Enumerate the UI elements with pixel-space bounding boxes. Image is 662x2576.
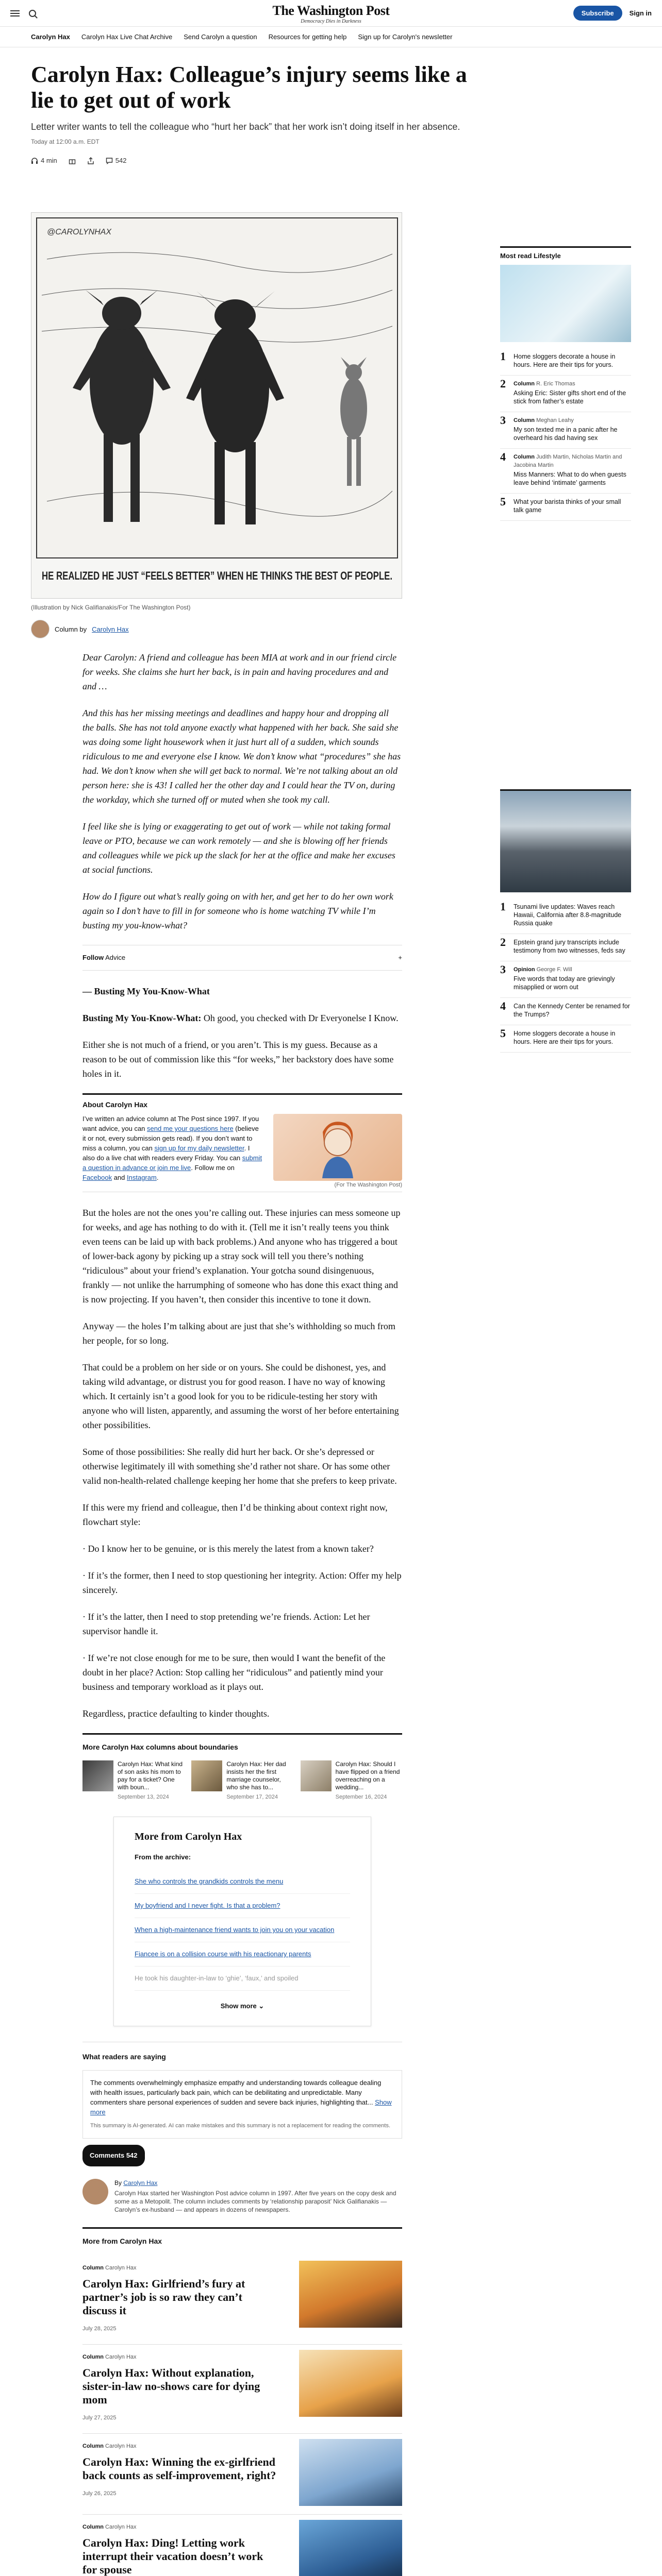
news-rank: 1 (500, 900, 506, 913)
chevron-down-icon: ⌄ (258, 2002, 264, 2010)
article-title: Carolyn Hax: Colleague’s injury seems like a lie to get out of work (31, 62, 467, 113)
related-column-title: Carolyn Hax: What kind of son asks his mom to pay for a ticket? One with boun... (118, 1760, 183, 1791)
reader-summary (82, 2042, 402, 2166)
archive-label: From the archive: (135, 1853, 191, 1861)
top-bar (0, 0, 662, 27)
news-item[interactable] (500, 961, 631, 998)
follow-prefix: Follow (82, 954, 104, 961)
answer-bullet: · If we’re not close enough for me to be sure, then would I want the benefit of the doubt in her place? Action: Stop calling her “ridiculous” and patiently mind your business and temporary workload as it plays out. (82, 1653, 386, 1692)
news-title: Epstein grand jury transcripts include testimony from two witnesses, feds say (514, 939, 625, 954)
answer-paragraph: Anyway — the holes I’m talking about are just that she’s withholding so much from her people, for so long. (82, 1321, 395, 1346)
related-column-card[interactable] (82, 1760, 184, 1801)
follow-topic: Advice (105, 954, 126, 961)
comments-button[interactable] (106, 157, 127, 164)
send-question-link[interactable]: send me your questions here (147, 1125, 234, 1132)
article-tools (31, 157, 485, 164)
about-author-box (82, 1093, 402, 1192)
section-nav (0, 27, 662, 47)
answer-bullet: · If it’s the former, then I need to stop questioning her integrity. Action: Offer my help sincerely. (82, 1570, 402, 1595)
news-rank: 4 (500, 999, 506, 1012)
answer-paragraph: Either she is not much of a friend, or you aren’t. This is my guess. Because as a reason to be out of commission like this “for weeks,” her backstory does have some holes in it. (82, 1040, 394, 1079)
comments-open-button[interactable] (82, 2145, 145, 2166)
most-read-title: Home sloggers decorate a house in hours. Here are their tips for yours. (514, 353, 616, 368)
cartoon-drawing (31, 213, 403, 599)
news-title: Five words that today are grievingly misapplied or worn out (514, 975, 615, 991)
share-button[interactable] (87, 157, 94, 164)
author-bio (82, 2179, 402, 2214)
article-dek: Letter writer wants to tell the colleague who “hurt her back” that her work isn’t doing itself in her absence. (31, 122, 460, 132)
archive-show-more-button[interactable] (135, 1999, 350, 2013)
related-column-date: September 13, 2024 (118, 1794, 169, 1800)
answer-paragraph: That could be a problem on her side or on yours. She could be dishonest, yes, and taking wild advantage, or distrust you for good reason. I have no way of knowing which. It certainly isn’t a good look for you to be ridicule-testing her story with anyone who will listen, apparently, and assuming the worst of her before entertaining other possibilities. (82, 1362, 399, 1430)
news-item[interactable] (500, 998, 631, 1025)
answer-paragraph: Regardless, practice defaulting to kinder thoughts. (82, 1708, 270, 1719)
portrait-credit: (For The Washington Post) (334, 1182, 402, 1188)
story-title[interactable]: Carolyn Hax: Ding! Letting work interrupt their vacation doesn’t work for spouse (82, 2536, 263, 2576)
most-read-kicker: Column (514, 454, 535, 460)
menu-icon[interactable] (10, 10, 20, 16)
byline (31, 620, 129, 638)
section-nav-kicker[interactable]: Carolyn Hax (31, 33, 70, 41)
most-read-title: My son texted me in a panic after he overheard his dad having sex (514, 426, 618, 442)
follow-topic-bar[interactable] (82, 945, 402, 971)
answer-paragraph: Some of those possibilities: She really did hurt her back. Or she’s depressed or otherwise legitimately ill with something she’d rather not share. Or has some other valid non-health-related challenge keeping her home that she prefers to keep private. (82, 1447, 397, 1486)
archive-link[interactable]: She who controls the grandkids controls the menu (135, 1877, 284, 1885)
about-text-part: (believe it or not, every submission gets read). If you don’t want to miss a column, you can (82, 1125, 259, 1152)
story-image (299, 2439, 402, 2506)
about-text-part: . (156, 1174, 159, 1181)
most-read-sidebar-secondary (500, 789, 631, 1053)
answer-lead-text: Oh good, you checked with Dr Everyonelse I Know. (203, 1013, 399, 1023)
related-column-card[interactable] (301, 1760, 402, 1801)
related-column-thumbnail (82, 1760, 113, 1791)
archive-link[interactable]: When a high-maintenance friend wants to join you on your vacation (135, 1926, 335, 1934)
cartoon-illustration (31, 212, 402, 599)
most-read-author: Meghan Leahy (536, 417, 574, 423)
related-column-thumbnail (191, 1760, 222, 1791)
answer-paragraph: If this were my friend and colleague, then I’d be thinking about context right now, flowchart style: (82, 1502, 388, 1527)
most-read-sidebar (500, 246, 631, 521)
listen-button[interactable] (31, 157, 57, 164)
most-read-heading: Most read Lifestyle (500, 246, 631, 260)
subscribe-button[interactable]: Subscribe (573, 6, 622, 21)
article-body (82, 650, 402, 2576)
most-read-hero-image[interactable] (500, 265, 631, 342)
about-text-part: . Follow me on (191, 1164, 235, 1172)
reader-summary-text: The comments overwhelmingly emphasize empathy and understanding towards colleague dealing with health issues, particularly back pain, which can be debilitating and unpredictable. Many commenters share personal experiences of sudden and severe back injuries, highlighting that... (90, 2079, 382, 2106)
story-kicker: Column (82, 2354, 104, 2360)
story-image (299, 2350, 402, 2417)
story-author: Carolyn Hax (105, 2524, 137, 2530)
letter-paragraph: I feel like she is lying or exaggerating to get out of work — while not taking formal leave or PTO, because we can work remotely — and she is blowing off her friends and colleagues while we pick up the slack for her at the office and make her excuses at social functions. (82, 821, 395, 875)
story-author: Carolyn Hax (105, 2354, 137, 2360)
live-chat-link[interactable]: submit a question in advance or join me live (82, 1154, 262, 1172)
site-logo[interactable]: The Washington Post (272, 3, 390, 18)
about-text-part: I’ve written an advice column at The Post since 1997. If you want advice, you can (82, 1115, 259, 1132)
gift-icon (69, 157, 76, 164)
reader-summary-heading: What readers are saying (82, 2053, 166, 2061)
sign-in-link[interactable]: Sign in (629, 9, 652, 17)
story-card[interactable] (82, 2256, 402, 2345)
story-date: July 27, 2025 (82, 2415, 117, 2421)
most-read-kicker: Column (514, 417, 535, 423)
answer-bullet: · If it’s the latter, then I need to stop pretending we’re friends. Action: Let her supervisor handle it. (82, 1612, 370, 1636)
related-column-title: Carolyn Hax: Should I have flipped on a friend overreaching on a wedding... (335, 1760, 400, 1791)
story-title[interactable]: Carolyn Hax: Without explanation, sister-in-law no-shows care for dying mom (82, 2366, 260, 2406)
story-kicker: Column (82, 2265, 104, 2271)
headphones-icon (31, 157, 38, 164)
news-item[interactable] (500, 899, 631, 934)
most-read-item[interactable] (500, 494, 631, 521)
more-from-heading: More from Carolyn Hax (82, 2237, 162, 2245)
story-title[interactable]: Carolyn Hax: Winning the ex-girlfriend back counts as self-improvement, right? (82, 2455, 276, 2482)
comments-label: Comments (90, 2151, 125, 2159)
section-nav-item-send-question[interactable]: Send Carolyn a question (184, 33, 257, 41)
cartoon-signature: @CAROLYNHAX (47, 228, 112, 236)
letter-signoff: — Busting My You-Know-What (82, 986, 210, 996)
about-text (82, 1114, 263, 1182)
most-read-rank: 4 (500, 450, 506, 463)
author-portrait-drawing (273, 1114, 402, 1181)
most-read-author: Judith Martin, Nicholas Martin and Jacobina Martin (514, 454, 622, 468)
archive-link[interactable]: Fiancee is on a collision course with his reactionary parents (135, 1950, 311, 1958)
most-read-item[interactable] (500, 348, 631, 376)
search-icon[interactable] (29, 10, 36, 17)
related-column-card[interactable] (191, 1760, 293, 1801)
gift-button[interactable] (69, 157, 76, 164)
instagram-link[interactable]: Instagram (127, 1174, 157, 1181)
news-hero-image[interactable] (500, 789, 631, 892)
most-read-item[interactable] (500, 376, 631, 412)
news-item[interactable] (500, 1025, 631, 1053)
archive-heading: More from Carolyn Hax (135, 1831, 242, 1842)
story-image (299, 2261, 402, 2328)
author-bio-avatar[interactable] (82, 2179, 108, 2205)
answer-bullet: · Do I know her to be genuine, or is this merely the latest from a known taker? (82, 1544, 374, 1554)
byline-prefix: Column by (55, 625, 87, 633)
answer-paragraph (82, 1011, 402, 1025)
related-columns-heading: More Carolyn Hax columns about boundaries (82, 1743, 238, 1751)
section-nav-item-newsletter[interactable]: Sign up for Carolyn's newsletter (358, 33, 453, 41)
author-bio-prefix: By (114, 2179, 122, 2187)
news-rank: 3 (500, 963, 506, 976)
related-column-date: September 16, 2024 (335, 1794, 387, 1800)
most-read-item[interactable] (500, 412, 631, 449)
answer-lead-name: Busting My You-Know-What: (82, 1013, 202, 1023)
news-title: Home sloggers decorate a house in hours. Here are their tips for yours. (514, 1030, 616, 1045)
story-card[interactable] (82, 2515, 402, 2576)
most-read-author: R. Eric Thomas (536, 381, 575, 387)
story-card[interactable] (82, 2434, 402, 2515)
related-column-title: Carolyn Hax: Her dad insists her the first marriage counselor, who she has to... (226, 1760, 286, 1791)
letter-paragraph: How do I figure out what’s really going on with her, and get her to do her own work again so I don’t have to fill in for someone who is home watching TV while I’m busting my you-know-what? (82, 891, 393, 930)
story-title[interactable]: Carolyn Hax: Girlfriend’s fury at partner’s job is so raw they can’t discuss it (82, 2277, 245, 2317)
story-image (299, 2520, 402, 2576)
comment-icon (106, 157, 113, 164)
more-from-author (82, 2227, 402, 2576)
most-read-rank: 1 (500, 350, 506, 363)
section-nav-item-chat[interactable]: Carolyn Hax Live Chat Archive (81, 33, 173, 41)
story-card[interactable] (82, 2345, 402, 2434)
archive-show-more-label: Show more (220, 2002, 257, 2010)
news-title: Can the Kennedy Center be renamed for the Trumps? (514, 1003, 630, 1018)
article-dateline: Today at 12:00 a.m. EDT (31, 138, 100, 145)
story-author: Carolyn Hax (105, 2265, 137, 2271)
story-author: Carolyn Hax (105, 2443, 137, 2449)
comments-count-button: 542 (126, 2151, 138, 2159)
site-tagline: Democracy Dies in Darkness (301, 19, 361, 24)
section-nav-item-resources[interactable]: Resources for getting help (268, 33, 347, 41)
author-avatar[interactable] (31, 620, 49, 638)
masthead (0, 3, 662, 24)
archive-box (113, 1817, 371, 2026)
reader-summary-show-more[interactable]: Show more (90, 2098, 392, 2116)
related-columns (82, 1733, 402, 1801)
author-bio-text: Carolyn Hax started her Washington Post advice column in 1997. After five years on the copy desk and some as a Metopolit. The column includes comments by ‘relationship paraposit’ Nick Galifianakis — Carolyn’s ex-husband — and appears in dozens of newspapers. (114, 2190, 396, 2213)
related-column-date: September 17, 2024 (226, 1794, 278, 1800)
most-read-rank: 3 (500, 414, 506, 427)
story-kicker: Column (82, 2443, 104, 2449)
news-rank: 2 (500, 936, 506, 948)
most-read-item[interactable] (500, 449, 631, 494)
author-portrait (273, 1114, 402, 1188)
news-item[interactable] (500, 934, 631, 961)
most-read-title: Miss Manners: What to do when guests leave behind ‘intimate’ garments (514, 471, 626, 486)
news-kicker: Opinion (514, 967, 535, 973)
comments-count: 542 (115, 157, 127, 164)
ai-disclaimer: This summary is AI-generated. AI can make mistakes and this summary is not a replacement for reading the comments. (90, 2123, 391, 2129)
byline-author-link[interactable]: Carolyn Hax (92, 625, 129, 633)
cartoon-caption-text: HE REALIZED HE JUST “FEELS BETTER” WHEN HE THINKS THE BEST OF PEOPLE. (42, 569, 392, 582)
news-author: George F. Will (536, 967, 572, 973)
story-kicker: Column (82, 2524, 104, 2530)
read-time: 4 min (41, 157, 57, 164)
news-title: Tsunami live updates: Waves reach Hawaii, California after 8.8-magnitude Russia quake (514, 903, 622, 927)
most-read-rank: 5 (500, 495, 506, 508)
letter-paragraph: Dear Carolyn: A friend and colleague has been MIA at work and in our friend circle for weeks. She claims she hurt her back, is in pain and having procedures and and and … (82, 652, 397, 691)
article-header (31, 62, 485, 164)
most-read-rank: 2 (500, 377, 506, 390)
about-text-part: and (112, 1174, 127, 1181)
image-credit: (Illustration by Nick Galifianakis/For The Washington Post) (31, 604, 191, 611)
most-read-title: What your barista thinks of your small talk game (514, 498, 621, 514)
answer-paragraph: But the holes are not the ones you’re calling out. These injuries can mess someone up for weeks, and age has nothing to do with it. (Tell me it isn’t really teens you think even teens can be laid up with back problems.) And anyone who has triggered a bout of lower-back agony by picking up a stray sock will tell you there’s nothing “ridiculous” about your friend’s explanation. Your gotcha sound disingenuous, frankly — not unlike the harrumphing of someone who has done this exact thing and is now projecting. If you haven’t, then consider this incentive to tone it down. (82, 1208, 401, 1304)
facebook-link[interactable]: Facebook (82, 1174, 112, 1181)
most-read-kicker: Column (514, 381, 535, 387)
most-read-title: Asking Eric: Sister gifts short end of the stick from father’s estate (514, 389, 626, 405)
news-rank: 5 (500, 1027, 506, 1040)
letter-paragraph: And this has her missing meetings and deadlines and happy hour and dropping all the balls. She has not told anyone exactly what happened with her back. She said she was doing some light housework when it just hurt all of a sudden, which sounds ridiculous to me and everyone else I know. We don’t know what “procedures” she has had. We don’t know when she will get back to normal. We’re not talking about an old person here: she is 43! I called her the other day and I could hear the TV on, during the workday, which she turned off or muted when she took my call. (82, 708, 401, 805)
follow-plus-icon[interactable]: + (398, 954, 402, 961)
author-bio-name[interactable]: Carolyn Hax (123, 2179, 158, 2187)
share-icon (87, 157, 94, 164)
about-text-part: . I also do a live chat with readers every Friday. You can (82, 1144, 250, 1162)
archive-link[interactable]: My boyfriend and I never fight. Is that a problem? (135, 1902, 280, 1909)
story-date: July 28, 2025 (82, 2326, 117, 2332)
related-column-thumbnail (301, 1760, 332, 1791)
story-date: July 26, 2025 (82, 2490, 117, 2497)
archive-link-faded[interactable]: He took his daughter-in-law to ‘ghie’, ‘faux,’ and spoiled (135, 1974, 299, 1982)
about-heading: About Carolyn Hax (82, 1100, 148, 1109)
newsletter-signup-link[interactable]: sign up for my daily newsletter (154, 1144, 244, 1152)
